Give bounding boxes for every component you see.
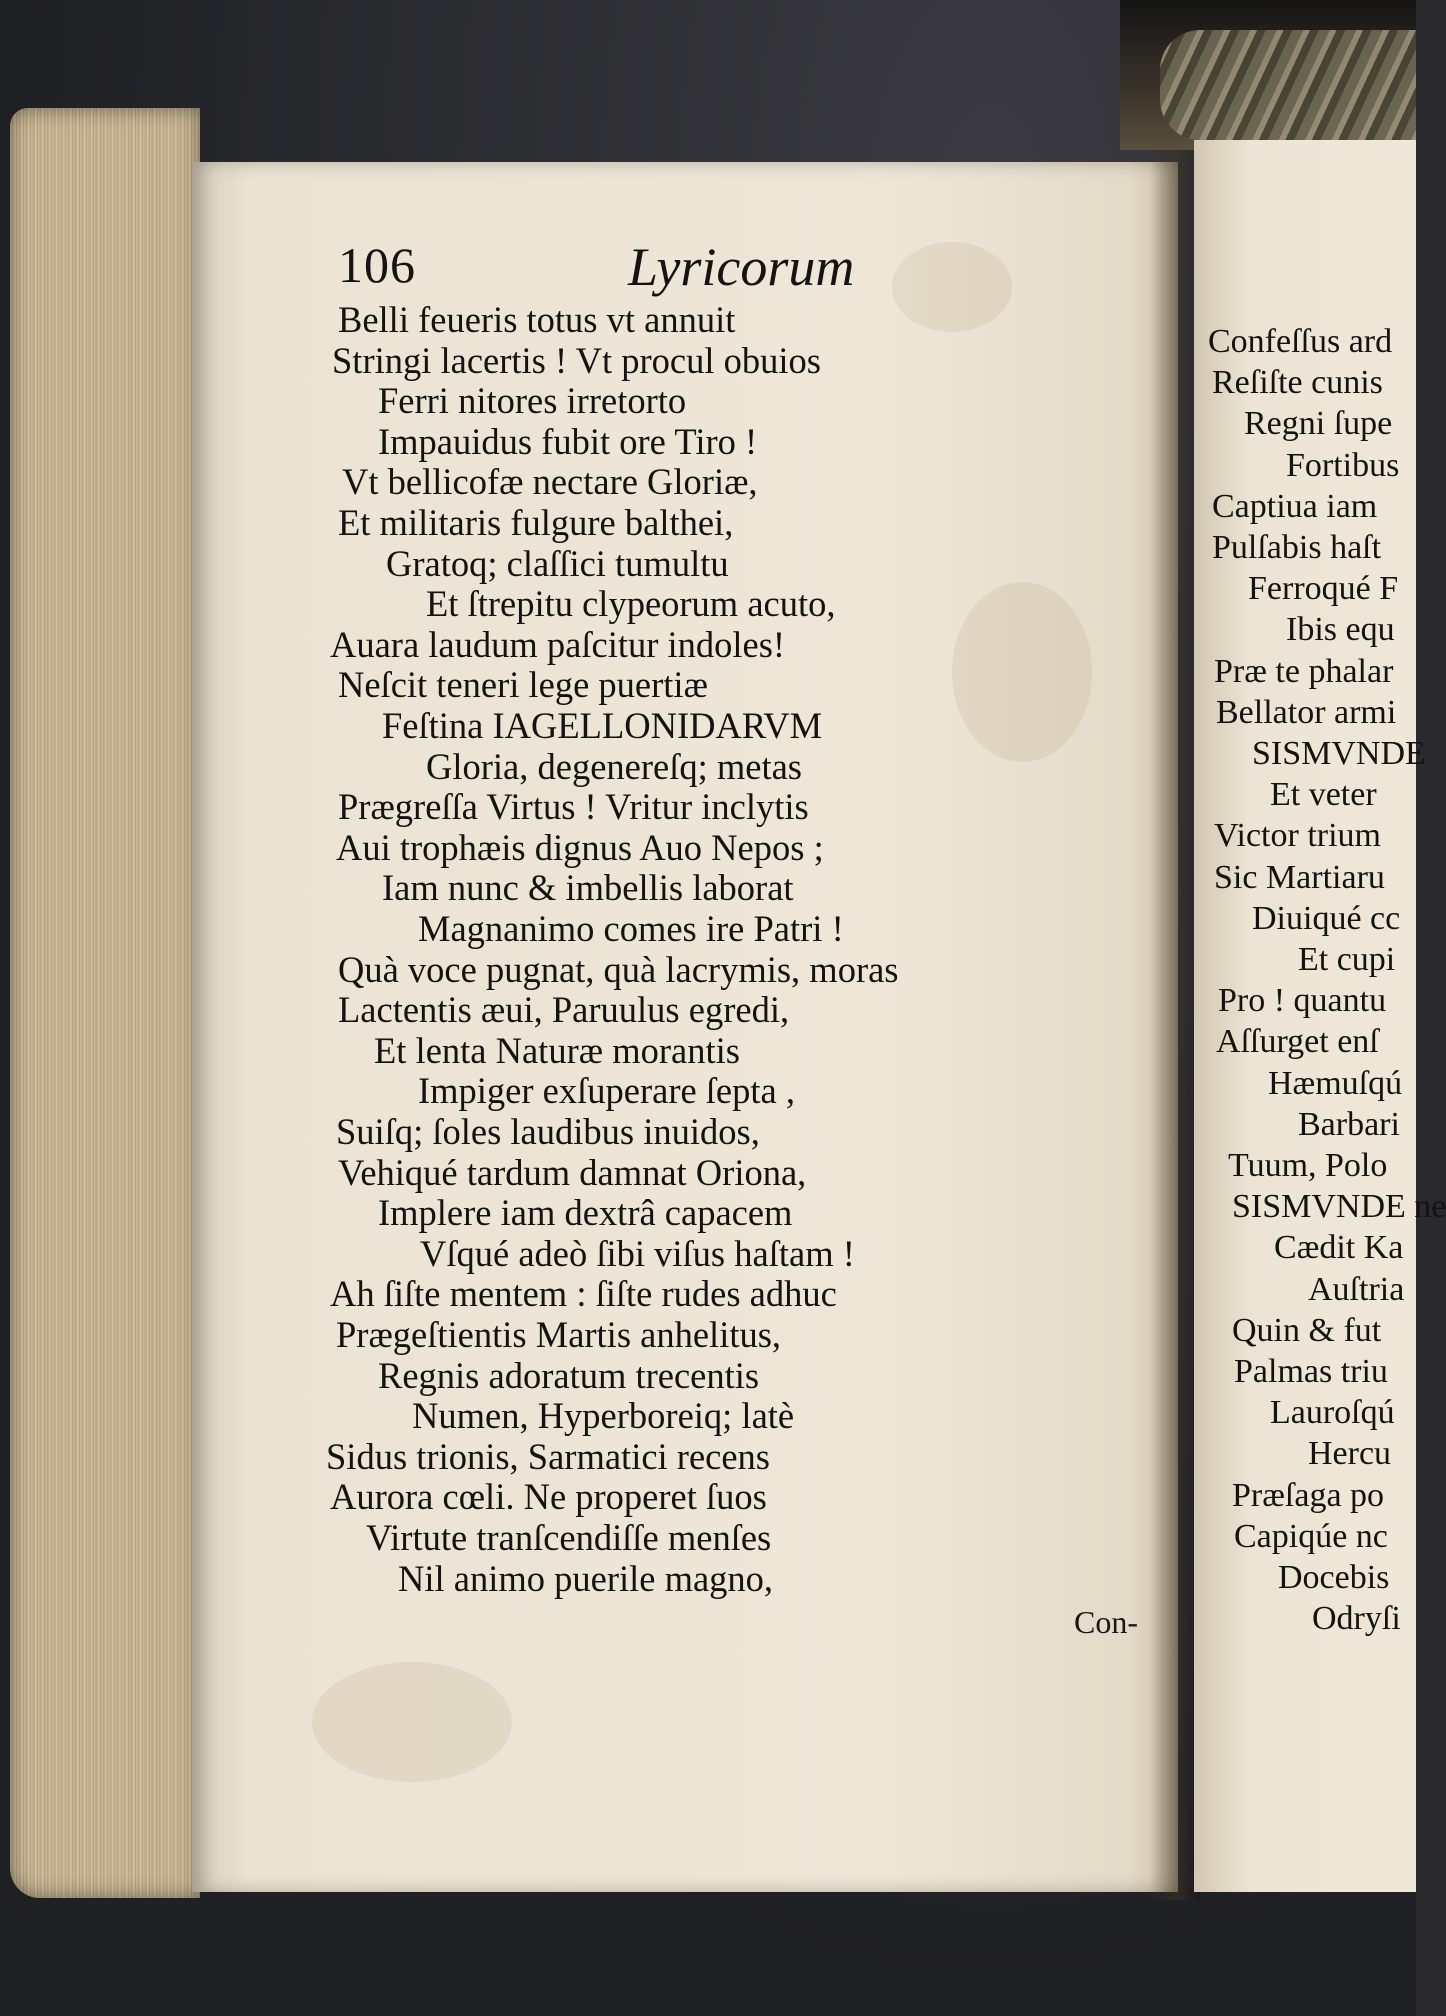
- verse-line: Pulſabis haſt: [1212, 529, 1382, 566]
- verse-line: Regni ſupe: [1244, 405, 1393, 443]
- verse-line: Barbari: [1298, 1105, 1400, 1143]
- verse-line: Diuiqué cc: [1252, 899, 1401, 937]
- verse-line: Captiua iam: [1212, 487, 1378, 525]
- verse-line: Hæmuſqú: [1268, 1064, 1403, 1102]
- verse-line: Quà voce pugnat, quà lacrymis, moras: [338, 948, 899, 990]
- verse-line: Ferri nitores irretorto: [378, 380, 687, 422]
- verse-line: Confeſſus ard: [1208, 323, 1393, 360]
- verse-line: Palmas triu: [1234, 1353, 1388, 1390]
- verse-line: Auſtria: [1308, 1270, 1405, 1308]
- page-number: 106: [338, 237, 416, 293]
- verse-line: Belli feueris totus vt annuit: [338, 299, 736, 340]
- verse-line: Pro ! quantu: [1218, 982, 1387, 1020]
- verse-line: Neſcit teneri lege puertiæ: [338, 664, 708, 706]
- verse-line: Et cupi: [1298, 941, 1396, 978]
- verse-line: Feſtina IAGELLONIDARVM: [382, 705, 823, 746]
- verse-line: Auara laudum paſcitur indoles!: [330, 623, 786, 665]
- verse-line: Et militaris fulgure balthei,: [338, 502, 734, 543]
- verse-line: Numen, Hyperboreiq; latè: [412, 1395, 795, 1437]
- verse-line: Ferroqué F: [1248, 570, 1399, 608]
- page-block-edge: [10, 108, 200, 1898]
- verse-line: Victor trium: [1214, 817, 1381, 855]
- verse-line: Vehiqué tardum damnat Oriona,: [338, 1151, 807, 1193]
- verse-line: Reſiſte cunis: [1212, 364, 1383, 402]
- running-title: Lyricorum: [628, 237, 855, 297]
- verse-line: Impauidus fubit ore Tiro !: [378, 420, 758, 462]
- verse-line: Aſſurget enſ: [1216, 1023, 1379, 1061]
- verse-line: Ah ſiſte mentem : ſiſte rudes adhuc: [330, 1273, 837, 1315]
- running-head: [338, 236, 978, 306]
- verse-line: Stringi lacertis ! Vt procul obuios: [332, 339, 821, 381]
- verse-line: Nil animo puerile magno,: [398, 1557, 774, 1599]
- verse-line: Sic Martiaru: [1214, 858, 1385, 896]
- verse-line: Tuum, Polo: [1228, 1147, 1388, 1184]
- verse-line: Suiſq; ſoles laudibus inuidos,: [336, 1111, 760, 1152]
- verse-line: Hercu: [1308, 1435, 1392, 1473]
- right-page: [1194, 140, 1446, 1892]
- verse-line: Sidus trionis, Sarmatici recens: [326, 1435, 771, 1477]
- verse-line: Capiqúe nc: [1234, 1517, 1388, 1555]
- verse-line: Iam nunc & imbellis laborat: [382, 867, 794, 909]
- verse-line: Implere iam dextrâ capacem: [378, 1192, 793, 1234]
- verse-line: Lactentis æui, Paruulus egredi,: [338, 989, 790, 1031]
- verse-line: Odryſi: [1312, 1600, 1401, 1638]
- verse-line: Quin & fut: [1232, 1311, 1382, 1349]
- verse-line: Et lenta Naturæ morantis: [374, 1029, 740, 1071]
- verse-line: Virtute tranſcendiſſe menſes: [366, 1517, 772, 1558]
- verse-line: Aurora cœli. Ne properet ſuos: [330, 1476, 767, 1518]
- verse-line: Aui trophæis dignus Auo Nepos ;: [336, 826, 824, 868]
- verse-line: Prægreſſa Virtus ! Vritur inclytis: [338, 786, 809, 828]
- verse-line: Fortibus: [1286, 446, 1400, 484]
- verse-line: Ibis equ: [1286, 611, 1395, 649]
- verse-line: Et ſtrepitu clypeorum acuto,: [426, 583, 836, 625]
- verse-line: Gloria, degenereſq; metas: [426, 745, 802, 787]
- verse-line: SISMVNDE: [1252, 735, 1426, 772]
- catchword: Con-: [1074, 1604, 1138, 1640]
- verse-line: Præ te phalar: [1214, 652, 1394, 690]
- gutter-shadow: [1150, 150, 1200, 1900]
- verse-line: SISMVNDE ne: [1232, 1188, 1446, 1226]
- verse-line: Prægeſtientis Martis anhelitus,: [336, 1314, 782, 1355]
- verse-line: Et veter: [1270, 776, 1377, 814]
- verse-line: Vſqué adeò ſibi viſus haſtam !: [420, 1232, 855, 1274]
- verse-line: Impiger exſuperare ſepta ,: [418, 1070, 795, 1112]
- verse-line: Vt bellicofæ nectare Gloriæ,: [342, 461, 758, 503]
- verse-line: Gratoq; claſſici tumultu: [386, 542, 729, 584]
- verse-line: Docebis: [1278, 1559, 1390, 1596]
- verse-line: Cædit Ka: [1274, 1229, 1404, 1267]
- verse-line: Magnanimo comes ire Patri !: [418, 908, 844, 949]
- verse-line: Bellator armi: [1216, 693, 1397, 731]
- verse-line: Regnis adoratum trecentis: [378, 1354, 760, 1396]
- verse-line: Præſaga po: [1232, 1476, 1385, 1514]
- headband: [1160, 30, 1416, 140]
- verse-line: Lauroſqú: [1270, 1394, 1395, 1432]
